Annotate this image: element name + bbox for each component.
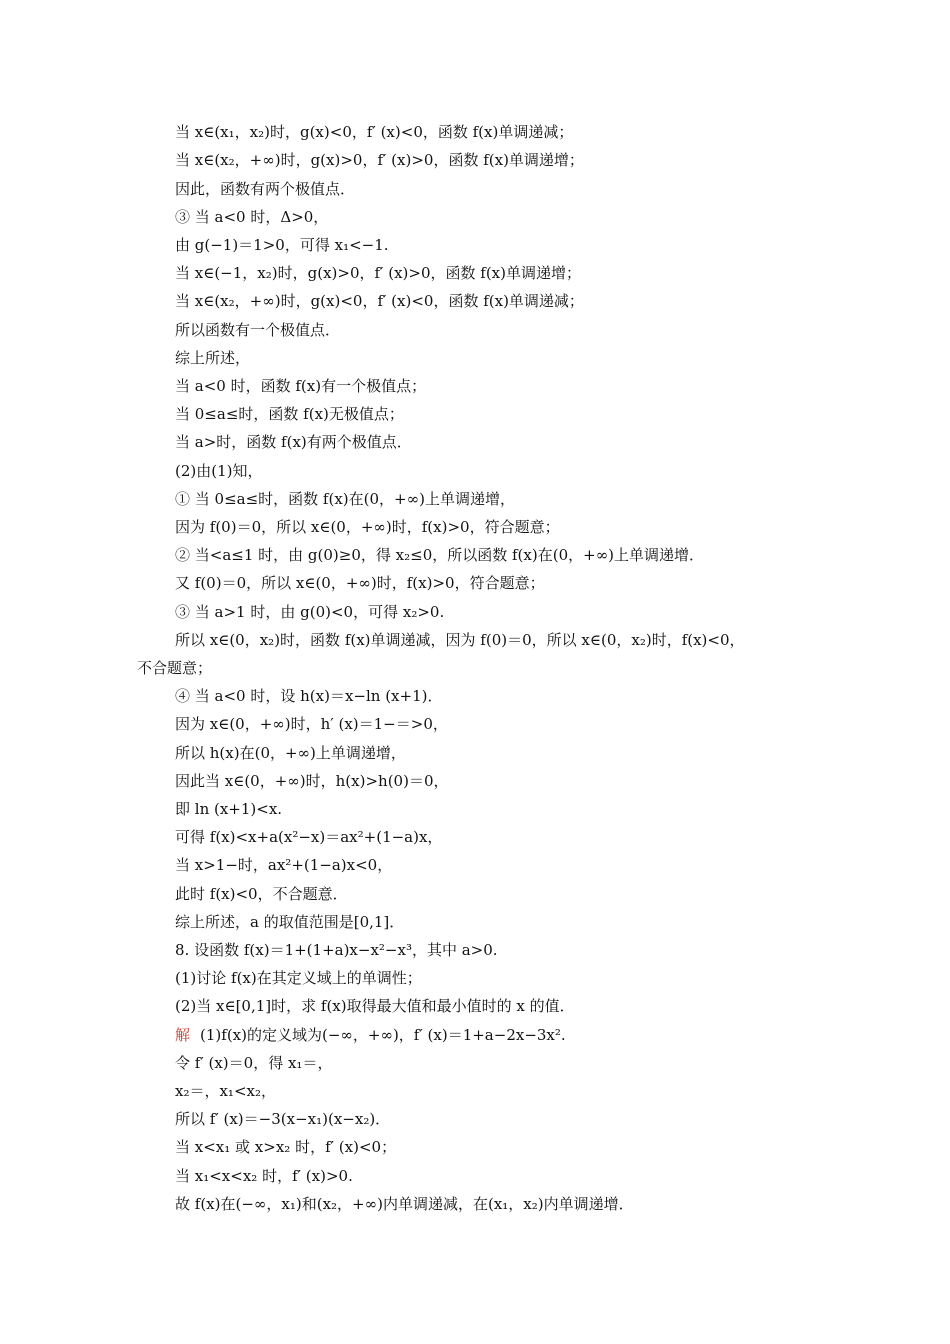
text-line: 当 a<0 时，函数 f(x)有一个极值点； xyxy=(175,377,427,395)
text-line: 即 ln (x+1)<x. xyxy=(175,800,283,818)
text-line: 由 g(−1)＝1>0，可得 x₁<−1. xyxy=(175,236,389,254)
text-line: ③ 当 a>1 时，由 g(0)<0，可得 x₂>0. xyxy=(175,603,445,621)
text-line: 又 f(0)＝0，所以 x∈(0，+∞)时，f(x)>0，符合题意； xyxy=(175,574,545,592)
text-line: 因为 x∈(0，+∞)时，h′ (x)＝1−＝>0， xyxy=(175,715,448,733)
text-line: 综上所述， xyxy=(175,349,251,367)
problem-8-statement: 8. 设函数 f(x)＝1+(1+a)x−x²−x³，其中 a>0. xyxy=(175,941,498,959)
text-line: 所以函数有一个极值点． xyxy=(175,321,341,339)
text-line: 因此，函数有两个极值点． xyxy=(175,180,356,198)
text-line: 当 x∈(x₁，x₂)时，g(x)<0，f′ (x)<0，函数 f(x)单调递减； xyxy=(175,123,574,141)
text-line: 综上所述，a 的取值范围是[0,1]． xyxy=(175,913,405,931)
text-line: ③ 当 a<0 时，Δ>0， xyxy=(175,208,329,226)
text-line: 当 x∈(−1，x₂)时，g(x)>0，f′ (x)>0，函数 f(x)单调递增； xyxy=(175,264,581,282)
problem-8-part-2: (2)当 x∈[0,1]时，求 f(x)取得最大值和最小值时的 x 的值． xyxy=(175,997,575,1015)
text-line: 当 a>时，函数 f(x)有两个极值点． xyxy=(175,433,412,451)
text-line: 当 x∈(x₂，+∞)时，g(x)<0，f′ (x)<0，函数 f(x)单调递减； xyxy=(175,292,584,310)
text-line: x₂＝，x₁<x₂， xyxy=(175,1082,276,1100)
solution-label: 解 xyxy=(175,1026,191,1044)
text-line: 故 f(x)在(−∞，x₁)和(x₂，+∞)内单调递减，在(x₁，x₂)内单调递增． xyxy=(175,1195,634,1213)
solution-text: (1)f(x)的定义域为(−∞，+∞)，f′ (x)＝1+a−2x−3x². xyxy=(200,1026,566,1044)
text-line: 因为 f(0)＝0，所以 x∈(0，+∞)时，f(x)>0，符合题意； xyxy=(175,518,560,536)
text-line: 当 x>1−时，ax²+(1−a)x<0， xyxy=(175,856,393,874)
text-line: 因此当 x∈(0，+∞)时，h(x)>h(0)＝0， xyxy=(175,772,449,790)
text-line: 当 x∈(x₂，+∞)时，g(x)>0，f′ (x)>0，函数 f(x)单调递增； xyxy=(175,151,584,169)
text-line: 可得 f(x)<x+a(x²−x)＝ax²+(1−a)x， xyxy=(175,828,443,846)
text-line: ② 当<a≤1 时，由 g(0)≥0，得 x₂≤0，所以函数 f(x)在(0，+∞)上单调递增． xyxy=(175,546,705,564)
text-line: 当 x<x₁ 或 x>x₂ 时，f′ (x)<0； xyxy=(175,1138,397,1156)
text-line: 所以 x∈(0，x₂)时，函数 f(x)单调递减，因为 f(0)＝0，所以 x∈(0，x₂)时，f(x)<0， xyxy=(175,631,745,649)
text-line: ① 当 0≤a≤时，函数 f(x)在(0，+∞)上单调递增， xyxy=(175,490,515,508)
text-line: 不合题意； xyxy=(137,659,213,677)
text-line: 当 0≤a≤时，函数 f(x)无极值点； xyxy=(175,405,404,423)
text-line: 所以 h(x)在(0，+∞)上单调递增， xyxy=(175,744,406,762)
text-line: 此时 f(x)<0，不合题意． xyxy=(175,885,348,903)
solution-line xyxy=(175,1022,566,1048)
problem-8-part-1: (1)讨论 f(x)在其定义域上的单调性； xyxy=(175,969,422,987)
text-line: 所以 f′ (x)＝−3(x−x₁)(x−x₂)． xyxy=(175,1110,391,1128)
text-line: (2)由(1)知， xyxy=(175,462,263,480)
text-line: 令 f′ (x)＝0，得 x₁＝， xyxy=(175,1054,333,1072)
text-line: ④ 当 a<0 时，设 h(x)＝x−ln (x+1)． xyxy=(175,687,443,705)
text-line: 当 x₁<x<x₂ 时，f′ (x)>0. xyxy=(175,1167,353,1185)
